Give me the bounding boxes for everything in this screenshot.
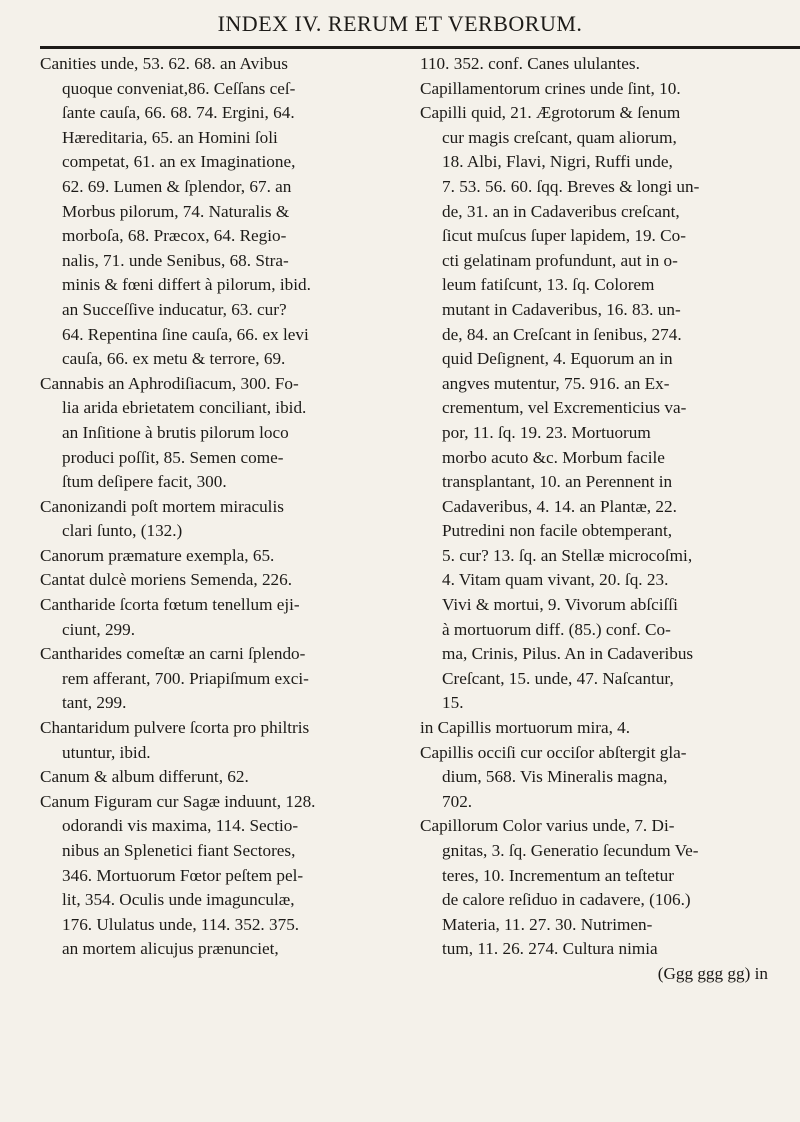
index-line: Canities unde, 53. 62. 68. an Avibus	[40, 54, 288, 73]
index-line: 702.	[442, 791, 473, 811]
index-line: cauſa, 66. ex metu & terrore, 69.	[62, 349, 286, 369]
index-line: Morbus pilorum, 74. Naturalis &	[62, 201, 290, 221]
index-line: nalis, 71. unde Senibus, 68. Stra-	[62, 250, 289, 270]
index-line: Capillorum Color varius unde, 7. Di-	[420, 816, 675, 836]
left-column	[40, 52, 408, 962]
index-line: angves mutentur, 75. 916. an Ex-	[442, 373, 670, 393]
index-line: Capillamentorum crines unde ſint, 10.	[420, 78, 681, 98]
index-line: crementum, vel Excrementicius va-	[442, 398, 687, 418]
index-line: 176. Ululatus unde, 114. 352. 375.	[62, 914, 300, 934]
index-line: ſtum deſipere facit, 300.	[62, 472, 227, 492]
index-line: competat, 61. an ex Imaginatione,	[62, 152, 296, 172]
index-line: Canorum præmature exempla, 65.	[40, 545, 275, 565]
index-line: an Inſitione à brutis pilorum loco	[62, 422, 289, 442]
index-line: quoque conveniat,86. Ceſſans ceſ-	[62, 78, 296, 98]
index-line: lit, 354. Oculis unde imagunculæ,	[62, 890, 295, 910]
index-line: de calore reſiduo in cadavere, (106.)	[442, 890, 691, 910]
index-line: Canonizandi poſt mortem miraculis	[40, 496, 284, 516]
index-line: Hæreditaria, 65. an Homini ſoli	[62, 127, 278, 147]
index-line: Cadaveribus, 4. 14. an Plantæ, 22.	[442, 496, 677, 516]
index-line: cur magis creſcant, quam aliorum,	[442, 127, 677, 147]
index-line: Vivi & mortui, 9. Vivorum abſciſſi	[442, 595, 678, 615]
index-line: cti gelatinam profundunt, aut in o-	[442, 250, 678, 270]
index-line: Chantaridum pulvere ſcorta pro philtris	[40, 718, 310, 738]
index-line: rem afferant, 700. Priapiſmum exci-	[62, 668, 309, 688]
index-line: clari ſunto, (132.)	[62, 521, 183, 541]
index-line: Cannabis an Aphrodiſiacum, 300. Fo-	[40, 373, 299, 393]
index-line: 15.	[442, 693, 464, 713]
index-line: Cantharides comeſtæ an carni ſplendo-	[40, 644, 306, 664]
index-line: odorandi vis maxima, 114. Sectio-	[62, 816, 299, 836]
index-line: Putredini non facile obtemperant,	[442, 521, 673, 541]
index-line: gnitas, 3. ſq. Generatio ſecundum Ve-	[442, 841, 699, 860]
index-line: 7. 53. 56. 60. ſqq. Breves & longi un-	[442, 176, 700, 196]
index-line: 346. Mortuorum Fœtor peſtem pel-	[62, 865, 304, 885]
index-line: de, 31. an in Cadaveribus creſcant,	[442, 201, 680, 221]
index-line: morbo acuto &c. Morbum facile	[442, 447, 665, 467]
index-line: leum fatiſcunt, 13. ſq. Colorem	[442, 275, 655, 295]
index-line: Cantharide ſcorta fœtum tenellum eji-	[40, 595, 300, 615]
index-line: an mortem alicujus prænunciet,	[62, 939, 279, 959]
index-line: ma, Crinis, Pilus. An in Cadaveribus	[442, 644, 694, 664]
index-line: 4. Vitam quam vivant, 20. ſq. 23.	[442, 570, 669, 590]
index-line: Materia, 11. 27. 30. Nutrimen-	[442, 914, 653, 934]
index-line: tum, 11. 26. 274. Cultura nimia	[442, 939, 658, 959]
header-rule	[40, 46, 800, 49]
index-line: ſicut muſcus ſuper lapidem, 19. Co-	[442, 226, 686, 246]
index-line: Canum & album differunt, 62.	[40, 767, 249, 787]
index-line: por, 11. ſq. 19. 23. Mortuorum	[442, 422, 651, 442]
index-line: an Succeſſive inducatur, 63. cur?	[62, 299, 287, 319]
index-line: de, 84. an Creſcant in ſenibus, 274.	[442, 324, 682, 344]
index-line: transplantant, 10. an Perennent in	[442, 472, 673, 492]
index-line: 110. 352. conf. Canes ululantes.	[420, 54, 640, 73]
index-line: mutant in Cadaveribus, 16. 83. un-	[442, 299, 681, 319]
catchword: (Ggg ggg gg) in	[657, 963, 768, 983]
index-line: minis & fœni differt à pilorum, ibid.	[62, 275, 311, 295]
index-line: Creſcant, 15. unde, 47. Naſcantur,	[442, 668, 674, 688]
index-line: 5. cur? 13. ſq. an Stellæ microcoſmi,	[442, 545, 693, 565]
index-line: nibus an Splenetici fiant Sectores,	[62, 841, 296, 860]
page-header-title: INDEX IV. RERUM ET VERBORUM.	[217, 11, 583, 36]
right-column	[420, 52, 798, 987]
index-line: Capillis occiſi cur occiſor abſtergit gla-	[420, 742, 687, 762]
index-line: 18. Albi, Flavi, Nigri, Ruffi unde,	[442, 152, 673, 172]
index-line: Capilli quid, 21. Ægrotorum & ſenum	[420, 103, 681, 123]
index-line: à mortuorum diff. (85.) conf. Co-	[442, 619, 671, 639]
index-line: lia arida ebrietatem conciliant, ibid.	[62, 398, 307, 418]
index-line: 62. 69. Lumen & ſplendor, 67. an	[62, 176, 292, 196]
index-line: produci poſſit, 85. Semen come-	[62, 447, 284, 467]
index-line: 64. Repentina ſine cauſa, 66. ex levi	[62, 324, 309, 344]
index-line: morboſa, 68. Præcox, 64. Regio-	[62, 226, 287, 246]
index-line: utuntur, ibid.	[62, 742, 151, 762]
index-line: tant, 299.	[62, 693, 127, 713]
index-line: in Capillis mortuorum mira, 4.	[420, 718, 631, 738]
index-line: dium, 568. Vis Mineralis magna,	[442, 767, 668, 787]
index-line: ciunt, 299.	[62, 619, 136, 639]
index-line: ſante cauſa, 66. 68. 74. Ergini, 64.	[62, 103, 295, 123]
index-line: Canum Figuram cur Sagæ induunt, 128.	[40, 791, 316, 811]
index-line: quid Deſignent, 4. Equorum an in	[442, 349, 673, 369]
index-line: Cantat dulcè moriens Semenda, 226.	[40, 570, 293, 590]
index-line: teres, 10. Incrementum an teſtetur	[442, 865, 674, 885]
